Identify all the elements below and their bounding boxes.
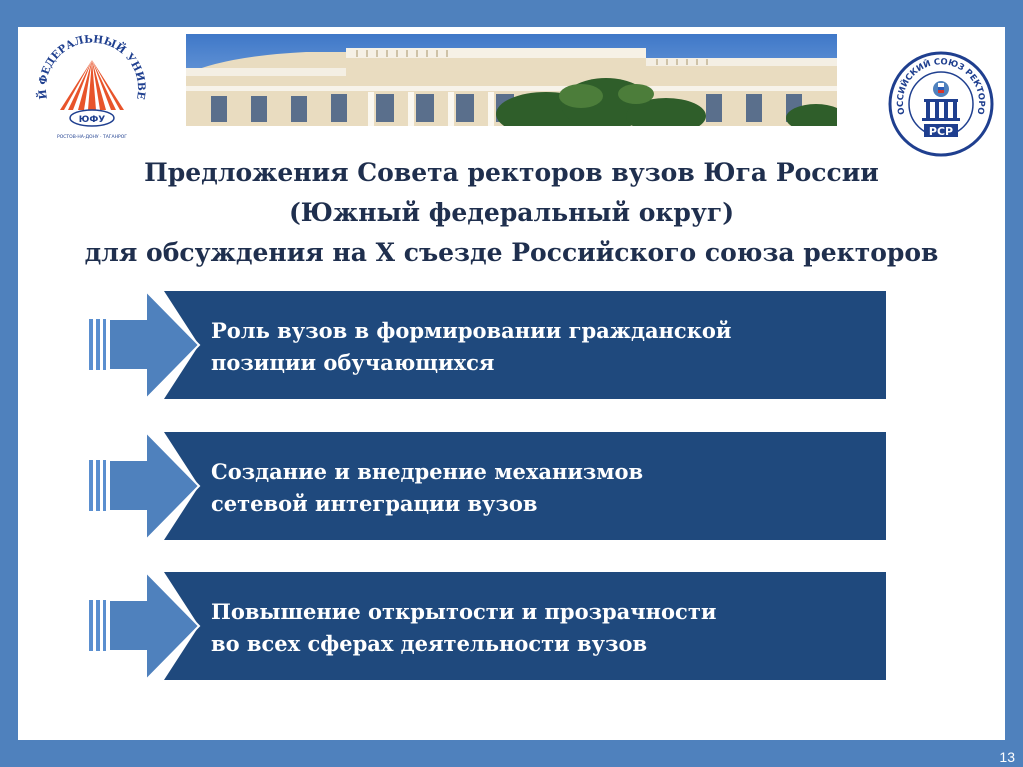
proposal-text-line-1: Повышение открытости и прозрачности [211,599,717,624]
page-number: 13 [999,749,1015,765]
title-line-3: для обсуждения на X съезде Российского союза ректоров [84,238,939,267]
rsr-logo-name: ОССИЙСКИЙ СОЮЗ РЕКТОРО [895,57,987,116]
rsr-logo [888,51,994,157]
rsr-logo-abbr: РСР [928,125,954,138]
proposal-text-line-2: сетевой интеграции вузов [211,491,538,516]
sfedu-logo-city: РОСТОВ-НА-ДОНУ · ТАГАНРОГ [57,135,127,140]
proposal-text-line-2: позиции обучающихся [211,350,495,375]
title-line-2: (Южный федеральный округ) [288,198,735,227]
proposal-text-line-1: Роль вузов в формировании гражданской [211,318,732,343]
proposal-text-line-1: Создание и внедрение механизмов [211,459,644,484]
proposal-item [89,572,887,680]
proposal-text-line-2: во всех сферах деятельности вузов [211,631,648,656]
proposal-text [211,315,851,379]
proposal-item [89,432,887,540]
slide-title [18,153,1005,273]
sfedu-logo-name: Й ФЕДЕРАЛЬНЫЙ УНИВЕ [36,33,148,101]
proposal-text [211,596,851,660]
sfedu-logo-abbr: ЮФУ [78,115,106,125]
proposal-item [89,291,887,399]
building-photo [186,34,837,126]
slide [18,27,1005,740]
title-line-1: Предложения Совета ректоров вузов Юга России [144,158,879,187]
proposal-text [211,456,851,520]
sfedu-logo [32,30,152,150]
